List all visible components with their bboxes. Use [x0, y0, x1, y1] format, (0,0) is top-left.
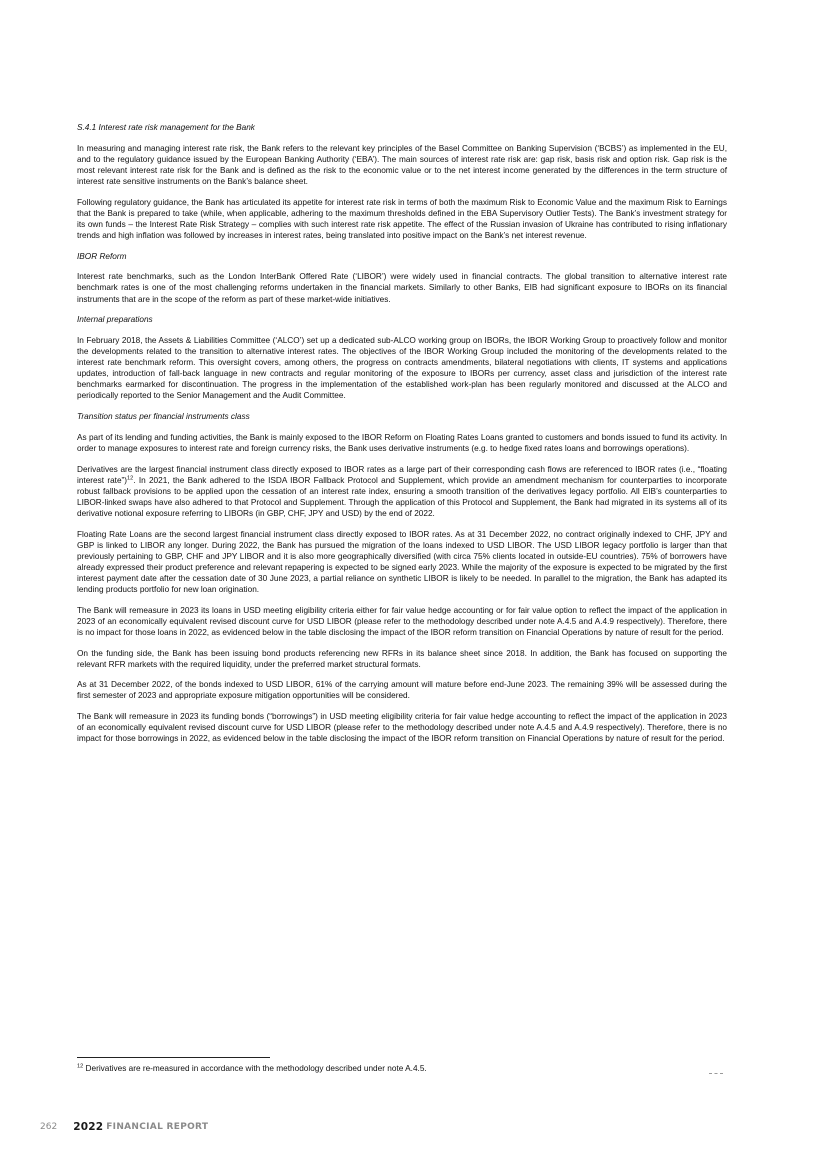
subheading-internal-preparations: Internal preparations	[77, 315, 153, 325]
footnote-text: Derivatives are re-measured in accordance with the methodology described under note A.4.5.	[83, 1064, 427, 1073]
paragraph-derivatives	[77, 464, 727, 519]
page-tail-mark	[709, 1073, 723, 1074]
paragraph-bonds-maturity: As at 31 December 2022, of the bonds indexed to USD LIBOR, 61% of the carrying amount will mature before end-June 2023. The remaining 39% will be assessed during the first semester of 2023 and appropriate exposure mitigation opportunities will be considered.	[77, 680, 727, 701]
footnote-marker: 12	[77, 1063, 84, 1070]
paragraph-ibor-benchmarks: Interest rate benchmarks, such as the London InterBank Offered Rate (‘LIBOR’) were widely used in financial contracts. The global transition to alternative interest rate benchmark rates is one of the most challenging reforms undertaken in the financial markets. Similarly to other Banks, EIB had significant exposure to IBORs on its financial instruments that are in the scope of the reform as part of these market-wide initiatives.	[77, 272, 727, 304]
paragraph-floating-rate-loans: Floating Rate Loans are the second largest financial instrument class directly exposed to IBOR rates. As at 31 December 2022, no contract originally indexed to CHF, JPY and GBP is linked to LIBOR any longer. During 2022, the Bank has pursued the migration of the loans indexed to USD LIBOR. The USD LIBOR legacy portfolio is larger than that previously pertaining to GBP, CHF and JPY LIBOR and it is also more geographically diversified (with circa 75% clients located in outside-EU countries). 75% of borrowers have already expressed their product preference and relevant repapering is expected to be signed early 2023. While the majority of the exposure is expected to be migrated by the first interest payment date after the cessation date of 30 June 2023, a partial reliance on synthetic LIBOR is likely to be needed. In parallel to the migration, the Bank has adapted its lending products portfolio for new loan origination.	[77, 529, 727, 595]
paragraph-ibor-working-group: In February 2018, the Assets & Liabilities Committee (‘ALCO’) set up a dedicated sub-ALCO working group on IBORs, the IBOR Working Group to proactively follow and monitor the developments related to the transition to alternative interest rates. The objectives of the IBOR Working Group included the monitoring of the developments related to the interest rate benchmark reform. This oversight covers, among others, the progress on contracts amendments, bilateral negotiations with clients, IT systems and applications updates, introduction of fall-back language in new contracts and regular monitoring of the exposure to IBORs per currency, asset class and jurisdiction of the interest rate benchmarks earmarked for discontinuation. The progress in the implementation of the established work-plan has been regularly monitored and discussed at the ALCO and periodically reported to the Senior Management and the Audit Committee.	[77, 335, 727, 401]
derivatives-text-part-1: Derivatives are the largest financial instrument class directly exposed to IBOR rates as a large part of their corresponding cash flows are referenced to IBOR rates (i.e., “floating interest rate”)	[77, 464, 727, 485]
footnote-divider	[77, 1057, 270, 1058]
document-body	[77, 122, 727, 754]
page-footer	[40, 1118, 208, 1132]
paragraph-lending-funding-exposure: As part of its lending and funding activities, the Bank is mainly exposed to the IBOR Reform on Floating Rates Loans granted to customers and bonds issued to fund its activity. In order to manage exposures to interest rate and foreign currency risks, the Bank uses derivative instruments (e.g. to hedge fixed rates loans and borrowings operations).	[77, 432, 727, 453]
paragraph-borrowings-remeasurement: The Bank will remeasure in 2023 its funding bonds (“borrowings”) in USD meeting eligibility criteria for fair value hedge accounting to reflect the impact of the application in 2023 of an economically equivalent revised discount curve for USD LIBOR (please refer to the methodology described under note A.4.5 and A.4.9 respectively). Therefore, there is no impact for those borrowings in 2022, as evidenced below in the table disclosing the impact of the IBOR reform transition on Financial Operations by nature of result for the period.	[77, 712, 727, 744]
report-year: 2022	[73, 1120, 104, 1133]
footnote-reference: 12	[127, 474, 134, 481]
subheading-transition-status: Transition status per financial instruments class	[77, 412, 250, 422]
page-number: 262	[40, 1121, 58, 1132]
derivatives-text-part-2: . In 2021, the Bank adhered to the ISDA IBOR Fallback Protocol and Supplement, which provide an amendment mechanism for counterparties to incorporate robust fallback provisions to be applied upon the cessation of an interest rate index, ensuring a smooth transition of the derivatives legacy portfolio. All EIB’s counterparties to LIBOR-linked swaps have also adhered to that Protocol and Supplement. Through the application of this Protocol and Supplement, the Bank had migrated in its systems all of its derivative notional exposure referring to LIBORs (in GBP, CHF, JPY and USD) by the end of 2022.	[77, 475, 727, 518]
section-title: S.4.1 Interest rate risk management for the Bank	[77, 123, 255, 132]
footnote	[77, 1063, 727, 1074]
paragraph-risk-appetite: Following regulatory guidance, the Bank has articulated its appetite for interest rate risk in terms of both the maximum Risk to Economic Value and the maximum Risk to Earnings that the Bank is prepared to take (while, when applicable, adhering to the maximum thresholds defined in the EBA Supervisory Outlier Tests). The Bank’s investment strategy for its own funds – the Interest Rate Risk Strategy – complies with such interest rate risk appetite. The effect of the Russian invasion of Ukraine has contributed to rising inflationary trends and high inflation was followed by increases in interest rates, being translated into positive impact on the Bank’s net interest revenue.	[77, 197, 727, 240]
paragraph-interest-rate-risk-principles: In measuring and managing interest rate risk, the Bank refers to the relevant key principles of the Basel Committee on Banking Supervision (‘BCBS’) as implemented in the EU, and to the regulatory guidance issued by the European Banking Authority (‘EBA’). The main sources of interest rate risk are: gap risk, basis risk and option risk. Gap risk is the most relevant interest rate risk for the Bank and is defined as the risk to the economic value or to the net interest income generated by the differences in the term structure of interest rate sensitive instruments on the Bank’s balance sheet.	[77, 143, 727, 186]
report-title: FINANCIAL REPORT	[106, 1121, 209, 1132]
paragraph-loans-remeasurement: The Bank will remeasure in 2023 its loans in USD meeting eligibility criteria either for fair value hedge accounting or for fair value option to reflect the impact of the application in 2023 of an economically equivalent revised discount curve for USD LIBOR (please refer to the methodology described under note A.4.5 and A.4.9 respectively). Therefore, there is no impact for those loans in 2022, as evidenced below in the table disclosing the impact of the IBOR reform transition on Financial Operations by nature of result for the period.	[77, 605, 727, 637]
subheading-ibor-reform: IBOR Reform	[77, 251, 127, 261]
paragraph-funding-side: On the funding side, the Bank has been issuing bond products referencing new RFRs in its balance sheet since 2018. In addition, the Bank has focused on supporting the relevant RFR markets with the required liquidity, under the preferred market structural formats.	[77, 648, 727, 669]
